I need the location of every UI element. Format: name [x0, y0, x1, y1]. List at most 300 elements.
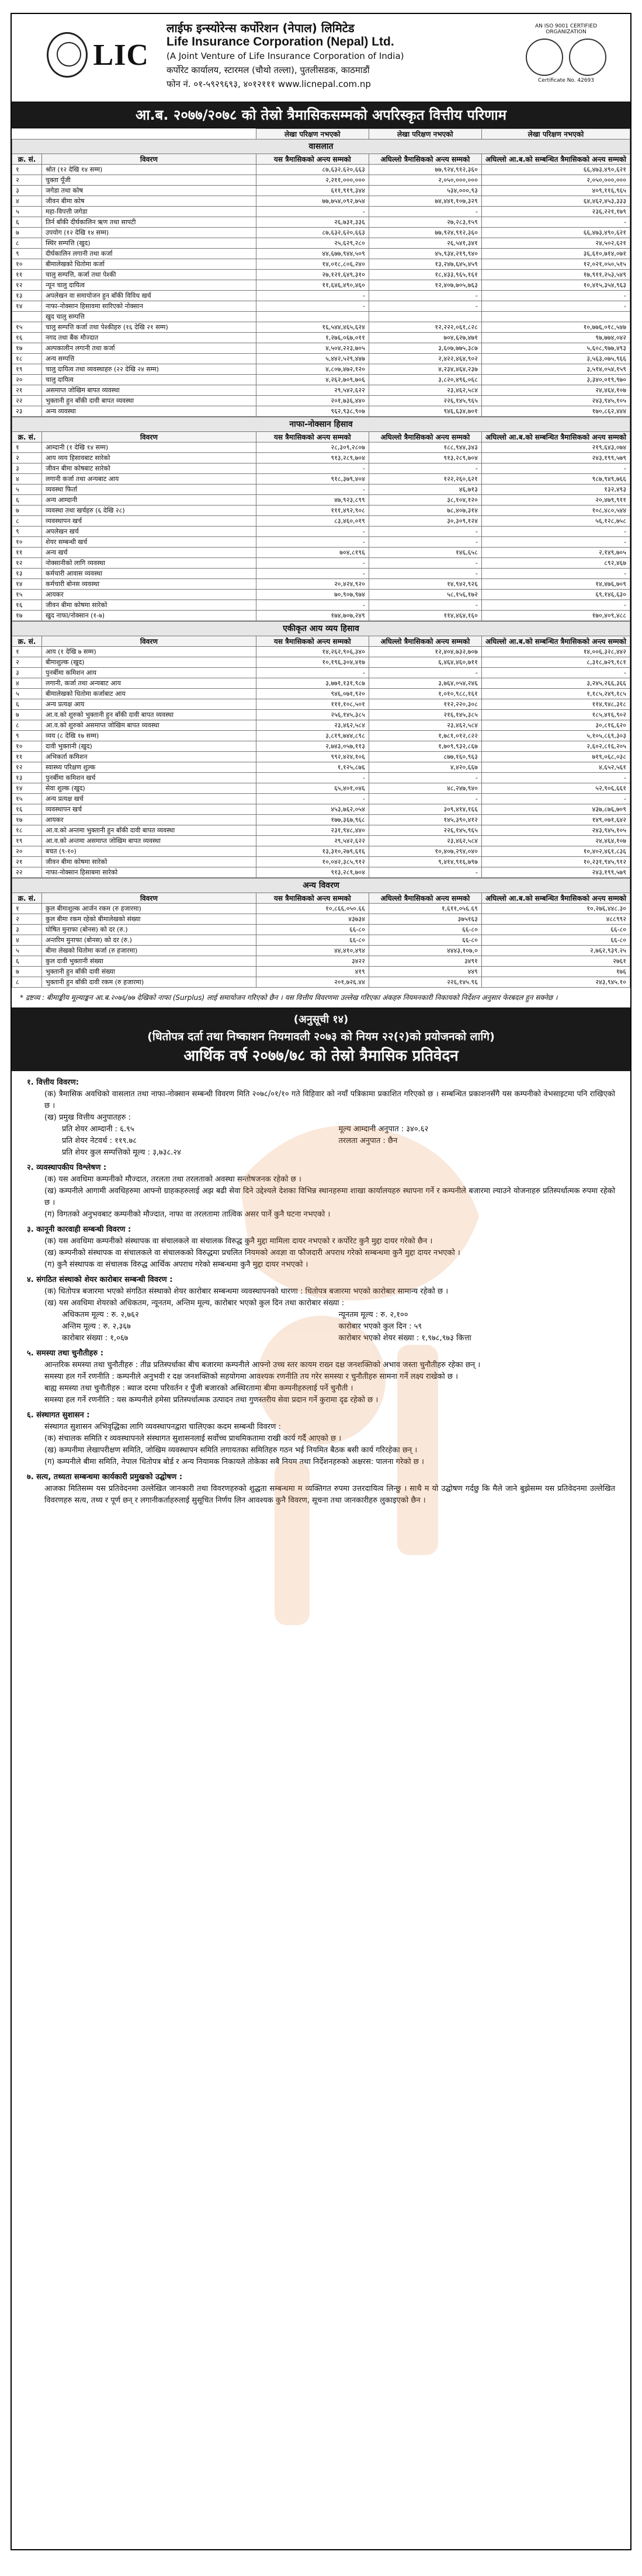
row-value-current: १११,४९२,९०८	[256, 506, 369, 516]
row-description: नोक्सानीको लागि व्यवस्था	[42, 558, 256, 569]
table-row	[12, 453, 630, 463]
other-details-table	[12, 878, 630, 988]
row-value-current: १०,८६६,०५०.६६	[256, 904, 369, 914]
row-value-last-year: ४३७,८७६,७०९	[481, 804, 630, 815]
row-serial: १२	[12, 558, 42, 569]
table-row	[12, 657, 630, 668]
table-row	[12, 364, 630, 375]
cert-number: Certificate No. 42693	[537, 78, 595, 83]
table-row	[12, 354, 630, 364]
table-row	[12, 611, 630, 621]
row-value-last-year: १०,७७६,०१८,५४७	[481, 322, 630, 333]
row-value-last-year: २,१४९,७०५	[481, 548, 630, 558]
row-value-last-year: -	[481, 527, 630, 537]
table-row	[12, 186, 630, 196]
profit-loss-table	[12, 417, 630, 621]
table-row	[12, 301, 630, 312]
section-heading: नाफा-नोक्सान हिसाव	[12, 417, 630, 432]
row-value-current: ४४,६७७,९४४,५०९	[256, 249, 369, 259]
row-value-previous: १०,४०७,२९४,०४०	[369, 846, 481, 857]
row-value-previous: ४८,२४७,९४०	[369, 783, 481, 794]
row-value-last-year: ३,५६३,०७५,९६६	[481, 354, 630, 364]
row-serial: ३	[12, 925, 42, 935]
row-value-current: -	[256, 291, 369, 301]
row-value-previous: -	[369, 600, 481, 611]
row-value-last-year: २४३,१९९,५७९	[481, 867, 630, 878]
row-serial: ९	[12, 249, 42, 259]
col-sn: क्र. सं.	[12, 432, 42, 442]
row-value-current: -	[256, 558, 369, 569]
row-value-previous: ३,६०७,७७५,३८७	[369, 343, 481, 354]
col-sn: क्र. सं.	[12, 154, 42, 165]
row-value-previous: ५८,१५६,१७२	[369, 590, 481, 600]
row-description: बीमाशुल्क (खुद)	[42, 657, 256, 668]
row-description: अन्य आम्दानी	[42, 495, 256, 506]
table-row	[12, 442, 630, 453]
row-serial: ९	[12, 527, 42, 537]
table-row	[12, 495, 630, 506]
row-value-last-year: २,६०२,८१६,२०५	[481, 741, 630, 752]
row-serial: २	[12, 914, 42, 925]
row-value-last-year: -	[481, 600, 630, 611]
page-title: आ.ब. २०७७/२०७८ को तेस्रो त्रैमासिकसम्मको अपरिस्कृत वित्तीय परिणाम	[12, 102, 630, 128]
row-value-previous: २७,२८३,१५९	[369, 217, 481, 228]
table-row	[12, 752, 630, 762]
row-serial: १०	[12, 537, 42, 548]
row-value-previous: ४४९	[369, 967, 481, 977]
section-heading: अन्य विवरण	[12, 879, 630, 893]
company-name-nepali: लाईफ इन्स्योरेन्स कर्पोरेशन (नेपाल) लिमिटेड	[166, 21, 355, 35]
row-value-current: -	[256, 794, 369, 804]
report-paragraph: (ख) कम्पनीको संस्थापक वा संचालकले वा संचालकको विरुद्धमा प्रचलित नियमको अवज्ञा वा फौजदारी अपराध गरेको सम्बन्धमा कुनै मुद्दा दायर नभएको ।	[44, 1249, 460, 1257]
table-row	[12, 484, 630, 495]
row-serial: १३	[12, 773, 42, 783]
row-value-last-year: २४३,९४५.१०	[481, 977, 630, 988]
annex-banner	[12, 1008, 630, 1071]
table-row	[12, 699, 630, 710]
row-serial: ४	[12, 678, 42, 689]
row-description: आ.व.को अन्तमा असमाप्त जोखिम बापत व्यवस्था	[42, 836, 256, 846]
row-description: चालु सम्पत्ति, कर्जा तथा पेश्की	[42, 270, 256, 280]
row-description: व्यवस्थापन खर्च	[42, 804, 256, 815]
col-previous: अघिल्लो त्रैमासिकको अन्त्य सम्मको	[369, 432, 481, 442]
table-row	[12, 967, 630, 977]
row-description: आय व्यय हिसावबाट सारेको	[42, 453, 256, 463]
row-description: अन्य व्यवस्था	[42, 406, 256, 417]
report-paragraph: (क) त्रैमासिक अवधिको वासलात तथा नाफा-नोक्सान सम्बन्धी विवरण मिति २०७८/०१/१० गते विहिवार को नयाँ पत्रिकामा प्रकाशित गरिएको छ । सम्बन्धित प्रकाशनसँगै यस कम्पनीको वेभसाइटमा पनि राखिएको छ ।	[44, 1090, 615, 1110]
row-value-previous: १२,४०७,७०५,७६३	[369, 280, 481, 291]
table-row	[12, 175, 630, 186]
row-value-previous: -	[369, 569, 481, 579]
row-value-previous: १४६,६५८	[369, 548, 481, 558]
row-description: लगानी कर्जा तथा अन्यबाट आय	[42, 474, 256, 484]
table-row	[12, 322, 630, 333]
row-value-last-year: -	[481, 537, 630, 548]
row-value-previous: ६,४६४,४६०,७११	[369, 657, 481, 668]
row-value-current: १७४,७०७,२४९	[256, 611, 369, 621]
annex-number: (अनुसूची १४)	[293, 1013, 349, 1026]
row-value-current: १११,१०८,५०१	[256, 699, 369, 710]
table-row	[12, 815, 630, 825]
row-serial: १६	[12, 600, 42, 611]
row-value-previous: ३०९,४१४,१६६	[369, 804, 481, 815]
report-paragraph: (ख) कम्पनीमा लेखापरीक्षण समिति, जोखिम व्यवस्थापन समिति लगायतका समितिहरु गठन भई नियमित बैठक बसी कार्य गरिरहेका छन् ।	[44, 1446, 418, 1455]
row-value-current: १४,०१८,८०६,२४०	[256, 259, 369, 270]
row-value-previous: ३,८२०,४९६,०६८	[369, 375, 481, 385]
row-value-last-year: -	[481, 291, 630, 301]
row-serial: ५	[12, 207, 42, 217]
row-description: शेयर सम्बन्धी खर्च	[42, 537, 256, 548]
row-description: नाफा-नोक्सान हिसावमा सारिएको नोक्सान	[42, 301, 256, 312]
row-value-current: ६११,९१९,३४४	[256, 186, 369, 196]
row-serial: १५	[12, 794, 42, 804]
row-value-last-year: ४०९,११६,९६५	[481, 186, 630, 196]
row-serial: ४	[12, 474, 42, 484]
row-value-current: -	[256, 484, 369, 495]
row-description: नगद तथा बैंक मौज्दात	[42, 333, 256, 343]
row-value-last-year: २४,४६४,१०७	[481, 836, 630, 846]
row-description: भुक्तानी हुन बाँकी दावी रकम (रु हजारमा)	[42, 977, 256, 988]
row-serial: ६	[12, 956, 42, 967]
row-description: व्यय (८ देखि १७ सम्म)	[42, 731, 256, 741]
row-value-current: -	[256, 569, 369, 579]
row-value-previous: २३,४६२,५८४	[369, 836, 481, 846]
lic-seal-icon	[47, 32, 88, 78]
report-key-value-row	[27, 1124, 615, 1135]
row-value-current	[256, 312, 369, 322]
row-value-previous: १८,४३३,९६५,१६१	[369, 270, 481, 280]
row-description: आय (१ देखि ७ सम्म)	[42, 647, 256, 657]
report-section	[27, 1274, 615, 1344]
col-last-year: अघिल्लो आ.ब.को सम्बन्धित त्रैमासिकको अन्त्य सम्मको	[481, 432, 630, 442]
col-audit-status: लेखा परिक्षण नभएको	[369, 129, 481, 140]
row-description: पुनर्बीमा कमिशन खर्च	[42, 773, 256, 783]
row-description: बचत (९-१०)	[42, 846, 256, 857]
row-value-previous: -	[369, 207, 481, 217]
report-key-value-row	[27, 1333, 615, 1344]
row-value-last-year: ७१९,०६८,०३८	[481, 752, 630, 762]
row-serial: ११	[12, 270, 42, 280]
col-last-year: अघिल्लो आ.ब.को सम्बन्धित त्रैमासिकको अन्त्य सम्मको	[481, 636, 630, 647]
row-serial: २०	[12, 846, 42, 857]
row-description: अन्य सम्पत्ति	[42, 354, 256, 364]
row-description: अपलेखन वा समायोजन हुन बाँकी विविध खर्च	[42, 291, 256, 301]
row-description: आम्दानी (१ देखि १४ सम्म)	[42, 442, 256, 453]
company-info	[166, 21, 494, 91]
row-value-previous: ३८,१०४,१२०	[369, 495, 481, 506]
row-description: सेवा शुल्क (खुद)	[42, 783, 256, 794]
row-value-last-year: ३०,८१६,६२०	[481, 720, 630, 731]
row-description: जीवन बीमा कोषमा सारेको	[42, 600, 256, 611]
row-serial: ६	[12, 495, 42, 506]
report-section-title: २. व्यवस्थापकीय विश्लेषण :	[27, 1163, 107, 1172]
row-description: स्वास्थ्य परिक्षण शुल्क	[42, 762, 256, 773]
row-serial: २	[12, 175, 42, 186]
col-sn: क्र. सं.	[12, 893, 42, 904]
row-description: अन्य प्रत्यक्ष आय	[42, 699, 256, 710]
row-description: श्रोत (१२ देखि १४ सम्म)	[42, 165, 256, 175]
row-value-current: ८३,४६०,०१९	[256, 516, 369, 527]
row-value-current: ९६२,९३८,९०७	[256, 406, 369, 417]
row-value-previous: -	[369, 527, 481, 537]
row-serial: २१	[12, 857, 42, 867]
row-value-last-year: २३६,२२१,१७९	[481, 207, 630, 217]
row-value-previous: १,७८१,०१२,८२२	[369, 731, 481, 741]
table-row	[12, 259, 630, 270]
row-value-current: २०१,७३६,४४०	[256, 396, 369, 406]
table-row	[12, 794, 630, 804]
row-value-last-year: १४९,०७१,६४२	[481, 815, 630, 825]
row-description: कुल बीमा रकम रहेको बीमालेखको संख्या	[42, 914, 256, 925]
row-serial: ११	[12, 752, 42, 762]
row-description: लगानी, कर्जा तथा अन्यबाट आय	[42, 678, 256, 689]
row-serial: १७	[12, 611, 42, 621]
row-serial: १७	[12, 815, 42, 825]
section-heading: एकीकृत आय व्यय हिसाव	[12, 622, 630, 636]
row-value-previous: -	[369, 794, 481, 804]
row-value-current: १४,२६२,९०६,३४०	[256, 647, 369, 657]
row-value-previous: ११४,४६४,१६०	[369, 611, 481, 621]
report-paragraph: (क) यस अवधिमा कम्पनीको मौज्दात, तरलता तथा तरलताको अवस्था सन्तोषजनक रहेको छ ।	[44, 1175, 301, 1184]
report-paragraph: (ख) यस अवधिमा शेयरको अधिकतम, न्यूनतम, अन्तिम मूल्य, कारोबार भएको कुल दिन तथा कारोबार संख्या :	[44, 1299, 345, 1308]
row-serial: १९	[12, 836, 42, 846]
row-value-last-year: १७,९११,२५३,५४९	[481, 270, 630, 280]
row-description: घोषित मुनाफा (बोनस) को दर (रु.)	[42, 925, 256, 935]
report-section	[27, 1162, 615, 1221]
row-serial: १	[12, 647, 42, 657]
row-description: आयकर	[42, 590, 256, 600]
row-value-previous: ७४,४४१,१०७,३२९	[369, 196, 481, 207]
report-paragraph: समस्या हल गर्ने रणनीति : यस कम्पनीले हमेसा प्रतिस्पर्धात्मक उत्पादन तथा गुणस्तरीय सेवा प्रदान गर्ने कुरामा दृढ रहेको छ ।	[44, 1396, 379, 1404]
row-value-current: ८७,६३२,६२०,६६३	[256, 165, 369, 175]
report-section	[27, 1348, 615, 1406]
footnote: * द्रष्टव्य : बीमाङ्कीय मूल्याङ्कन आ.ब.२०७६/७७ देखिको नाफा (Surplus) लाई समायोजन गरिएको छैन । यस वित्तीय विवरणमा उल्लेख गरिएका अंकहरु नियमनकारी निकायको निर्देशन अनुसार फेरबदल हुन सक्नेछ ।	[12, 988, 630, 1008]
row-value-current: १,२७६,०६७,०११	[256, 333, 369, 343]
row-value-last-year: २१९,६४३,०७४	[481, 442, 630, 453]
report-paragraph: (क) धितोपत्र बजारमा भएको संगठित संस्थाको शेयर कारोबार सम्बन्धमा व्यवस्थापनको धारणा : धितोपत्र बजारमा भएको कारोबार सामान्य रहेको छ ।	[44, 1287, 449, 1296]
row-value-current: -	[256, 537, 369, 548]
row-value-current: १०,१९६,३०४,४१७	[256, 657, 369, 668]
row-value-current: ४७,९२३,८९९	[256, 495, 369, 506]
report-key-value	[339, 1147, 616, 1159]
report-paragraph: समस्या हल गर्ने रणनीति : कम्पनीले अनुभवी र दक्ष जनशक्तिको सहयोगमा आवश्यक रणनीति तय गरेर समस्या र चुनौतीहरु सामना गर्ने लक्ष्य राखेको छ ।	[44, 1372, 459, 1381]
row-value-current: १७७,३६७,९६८	[256, 815, 369, 825]
col-last-year: अघिल्लो आ.ब.को सम्बन्धित त्रैमासिकको अन्त्य सम्मको	[481, 893, 630, 904]
row-value-previous: ३४९१	[369, 956, 481, 967]
row-description: खुद नाफा/नोक्सान (१-७)	[42, 611, 256, 621]
row-serial: १७	[12, 343, 42, 354]
row-value-previous: ६६-८०	[369, 935, 481, 946]
table-row	[12, 678, 630, 689]
row-value-current: ९१८,३७९,४०४	[256, 474, 369, 484]
report-section	[27, 1472, 615, 1507]
row-description: चुक्ता पूँजी	[42, 175, 256, 186]
row-value-previous: -	[369, 867, 481, 878]
row-value-previous: ४४४३,१०७,०	[369, 946, 481, 956]
row-value-current: ९९२,४२४,१०६	[256, 752, 369, 762]
row-value-last-year: २,०५०,०००,०००	[481, 175, 630, 186]
row-description: अन्य खर्च	[42, 548, 256, 558]
row-value-previous: ८७७,१६०,९६३	[369, 752, 481, 762]
row-serial: ५	[12, 946, 42, 956]
report-section-title: ५. समस्या तथा चुनौतीहरु :	[27, 1349, 103, 1358]
balance-sheet-table	[12, 128, 630, 417]
row-description: बीमालेखको धितोमा कर्जा	[42, 259, 256, 270]
row-value-last-year: -	[481, 773, 630, 783]
table-row	[12, 846, 630, 857]
row-description: अन्य प्रत्यक्ष खर्च	[42, 794, 256, 804]
row-serial: २२	[12, 396, 42, 406]
row-value-current: ८७,६३२,६२०,६६३	[256, 228, 369, 238]
col-desc: विवरण	[42, 154, 256, 165]
row-value-previous: ६६-८०	[369, 925, 481, 935]
row-value-current: ७०४,८१९६	[256, 548, 369, 558]
row-value-last-year: ५,६०८,९७७,४९३	[481, 343, 630, 354]
row-value-current: ७७,७५४,०९२,७५४	[256, 196, 369, 207]
row-value-previous: ५३४,०००,९३	[369, 186, 481, 196]
row-value-current: -	[256, 301, 369, 312]
row-description: पुनर्बीमा कमिशन आय	[42, 668, 256, 678]
row-value-last-year: १०,२७६,४४८.३०	[481, 904, 630, 914]
row-value-current: -	[256, 773, 369, 783]
row-value-last-year: १,१८५,२४९,१८५	[481, 689, 630, 699]
table-row	[12, 527, 630, 537]
row-description: व्यवस्था फिर्ता	[42, 484, 256, 495]
row-serial: ८	[12, 720, 42, 731]
row-value-last-year	[481, 312, 630, 322]
row-value-last-year: १०,४१५,३५४,९६३	[481, 280, 630, 291]
row-value-last-year: ६६,४७३,४९०,६२१	[481, 165, 630, 175]
table-row	[12, 904, 630, 914]
table-row	[12, 762, 630, 773]
row-serial: १	[12, 904, 42, 914]
table-row	[12, 579, 630, 590]
row-value-previous: ७७,९२४,९१२,३६०	[369, 165, 481, 175]
row-serial: १९	[12, 364, 42, 375]
newspaper-notice	[11, 13, 631, 2550]
row-description: आ.व.को शुरुको भुक्तानी हुन बाँकी दावी बापत व्यवस्था	[42, 710, 256, 720]
row-serial: १०	[12, 741, 42, 752]
company-subtitle: (A Joint Venture of Life Insurance Corporation of India)	[166, 51, 404, 61]
row-value-last-year: ८९२,४६७	[481, 558, 630, 569]
report-key-value-row	[27, 1135, 615, 1147]
row-value-previous: -	[369, 463, 481, 474]
row-serial: ९	[12, 731, 42, 741]
report-key-value: न्यूनतम मूल्य : रु. २,१००	[338, 1310, 408, 1319]
row-value-previous: ९१३,२८९,७०४	[369, 453, 481, 463]
row-description: दावी भुक्तानी (खुद)	[42, 741, 256, 752]
annex-purpose: (धितोपत्र दर्ता तथा निष्काशन नियमावली २०७३ को नियम २२(२)को प्रयोजनको लागि)	[147, 1030, 495, 1043]
row-value-previous: ७०४,६२७,४७१	[369, 333, 481, 343]
row-value-current: ४,८०७,४७२,१२०	[256, 364, 369, 375]
col-current: यस त्रैमासिकको अन्त्य सम्मको	[256, 154, 369, 165]
row-value-current: ९१३,२८९,७०४	[256, 867, 369, 878]
table-row	[12, 548, 630, 558]
row-serial: ६	[12, 217, 42, 228]
col-desc: विवरण	[42, 893, 256, 904]
table-row	[12, 463, 630, 474]
row-value-current: २३,४६२,५८४	[256, 720, 369, 731]
row-value-current: २६,७३१,३३६	[256, 217, 369, 228]
row-value-previous: १४५,३९०,४१२	[369, 815, 481, 825]
row-value-last-year: ३,५१४,०५४,१५९	[481, 364, 630, 375]
row-value-previous: -	[369, 537, 481, 548]
row-value-last-year: ३,२४५,२६६,३६६	[481, 678, 630, 689]
row-value-last-year: १३२,४९३	[481, 484, 630, 495]
table-row	[12, 506, 630, 516]
row-value-previous: ११२,२२०,३०८	[369, 699, 481, 710]
report-key-value: प्रति शेयर नेटवर्थ : ११९.७८	[62, 1137, 137, 1145]
row-value-current: -	[256, 600, 369, 611]
report-key-value: कारोबार भएको कुल दिन : ५९	[338, 1322, 422, 1331]
report-paragraph: (क) संचालक समिति र व्यवस्थापनले संस्थागत सुशासनलाई सर्वोच्च प्राथमिकतामा राखी कार्य गर्दै आएको छ ।	[44, 1434, 342, 1443]
table-row	[12, 710, 630, 720]
row-value-last-year: ६४,४६२,४५३,३३३	[481, 196, 630, 207]
row-value-current: ९४६,०७१,९२०	[256, 689, 369, 699]
row-value-previous: ४,२३४,४६४,२३७	[369, 364, 481, 375]
report-key-value: कारोबार संख्या : १,०६७	[62, 1334, 129, 1343]
report-key-value-row	[27, 1147, 615, 1159]
company-logo	[47, 26, 149, 84]
row-value-previous: १८८,९४४,३४३	[369, 442, 481, 453]
row-value-previous: २३,४६२,५८४	[369, 385, 481, 396]
table-row	[12, 165, 630, 175]
report-paragraph: (ग) कुनै संस्थापक वा संचालक विरुद्ध आर्थिक अपराध गरेको सम्बन्धमा कुनै मुद्दा दायर नभएको ।	[44, 1260, 308, 1269]
row-serial: ४	[12, 196, 42, 207]
row-description: उपयोग (१२ देखि १४ सम्म)	[42, 228, 256, 238]
row-value-last-year: -	[481, 301, 630, 312]
row-value-previous: २२६,१४५.९६	[369, 977, 481, 988]
col-previous: अघिल्लो त्रैमासिकको अन्त्य सम्मको	[369, 154, 481, 165]
row-value-last-year: ९८७,९४९,७६६	[481, 474, 630, 484]
row-description: कुल बीमाशुल्क आर्जन रकम (रु हजारमा)	[42, 904, 256, 914]
company-contact: फोन नं. ०१-५९२९६९३, ४०१२१११ www.licnepal.com.np	[166, 79, 371, 89]
row-value-previous: १,६११,०५६.६९	[369, 904, 481, 914]
report-paragraph: (ख) कम्पनीले आगामी अवधिहरुमा आफ्नो ग्राहकहरुलाई अझ बढी सेवा दिने उद्देश्यले देशका विभिन्न स्थानहरुमा शाखा कार्यालयहरु स्थापना गर्ने र कम्पनीले बजारमा ल्याउने योजनाहरु प्रतिस्पर्धात्मक रुपमा रहेको छ ।	[44, 1187, 615, 1207]
col-previous: अघिल्लो त्रैमासिकको अन्त्य सम्मको	[369, 893, 481, 904]
table-row	[12, 783, 630, 794]
row-serial: १०	[12, 259, 42, 270]
row-value-current: -	[256, 207, 369, 217]
table-row	[12, 647, 630, 657]
table-row	[12, 207, 630, 217]
row-description: चालु दायित्व तथा व्यवस्थाहरु (२२ देखि २४ सम्म)	[42, 364, 256, 375]
table-row	[12, 914, 630, 925]
row-serial: १३	[12, 569, 42, 579]
report-key-value: अधिकतम मूल्य : रु. २,७६२	[62, 1310, 139, 1319]
row-value-current: ३४२२	[256, 956, 369, 967]
row-description: अल्पकालीन लगानी तथा कर्जा	[42, 343, 256, 354]
row-value-current: ५,४४२,५२९,४४७	[256, 354, 369, 364]
row-value-last-year: १७६	[481, 967, 630, 977]
row-serial: २०	[12, 375, 42, 385]
row-serial: ७	[12, 506, 42, 516]
ukas-seal-icon	[569, 39, 606, 76]
table-row	[12, 773, 630, 783]
row-value-last-year: ४८८९९२	[481, 914, 630, 925]
row-value-current: २७,१२१,६४९,३१०	[256, 270, 369, 280]
row-value-current: ३,७७१,१३१,९८७	[256, 678, 369, 689]
annex-title: आर्थिक वर्ष २०७७/७८ को तेस्रो त्रैमासिक प्रतिवेदन	[183, 1047, 459, 1065]
row-value-last-year: ३,३४०,०१९,९७०	[481, 375, 630, 385]
row-value-last-year: २७६१	[481, 956, 630, 967]
row-serial: ८	[12, 977, 42, 988]
report-paragraph: आजका मितिसम्म यस प्रतिवेदनमा उल्लेखित जानकारी तथा विवरणहरुको शुद्धता सम्बन्धमा म व्यक्तिगत रुपमा उत्तरदायित्व लिन्छु । साथै म यो उद्घोषण गर्दछु कि मैले जाने बुझेसम्म यस प्रतिवेदनमा उल्लेखित विवरणहरु सत्य, तथ्य र पूर्ण छन् र लगानीकर्ताहरुलाई सुसूचित निर्णय लिन आवश्यक कुनै विवरण, सूचना तथा जानकारीहरु लुकाइएको छैन ।	[44, 1484, 615, 1505]
table-row	[12, 249, 630, 259]
table-row	[12, 590, 630, 600]
row-value-current: २८,३०९,२८०७	[256, 442, 369, 453]
row-value-previous: -	[369, 668, 481, 678]
